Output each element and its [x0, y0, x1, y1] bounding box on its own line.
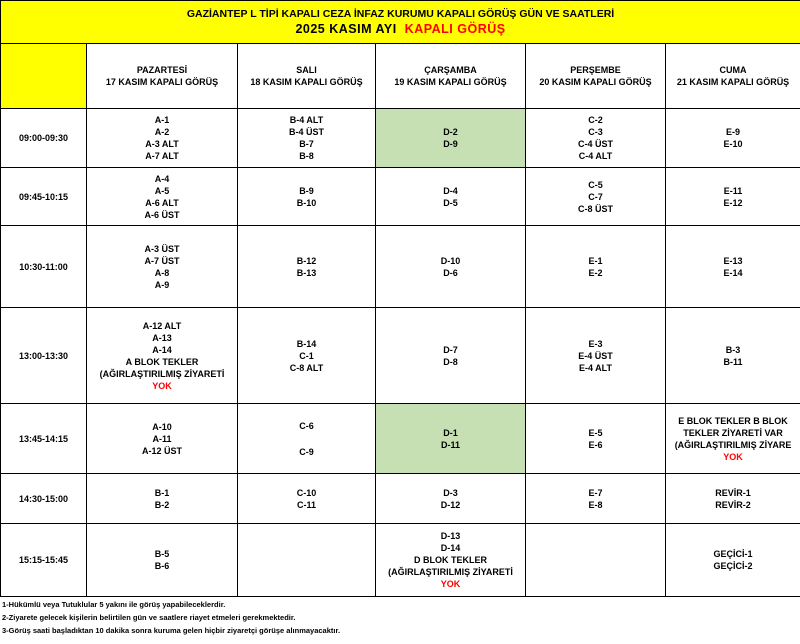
ward-entry: B-12: [296, 255, 317, 266]
ward-entry: C-2: [588, 115, 603, 125]
ward-entry: C-8 ÜST: [577, 203, 613, 214]
day-header-row: [1, 44, 800, 109]
schedule-cell: [238, 308, 376, 404]
ward-entry: A-10: [152, 421, 172, 432]
ward-entry: A-5: [154, 185, 170, 196]
schedule-row: [1, 524, 800, 597]
ward-entry: GEÇİCİ-1: [713, 549, 753, 559]
ward-entry: D-9: [443, 139, 458, 149]
ward-entry: E-9: [726, 127, 741, 137]
ward-entry: D BLOK TEKLER: [414, 555, 487, 565]
ward-entry: A-6 ÜST: [144, 209, 180, 220]
schedule-row: [1, 308, 800, 404]
schedule-cell: [376, 308, 526, 404]
ward-entry: E-13: [723, 255, 743, 266]
corner-cell: [1, 44, 87, 109]
ward-entry: B-7: [299, 139, 314, 149]
schedule-cell: [526, 474, 666, 524]
ward-entry: A-7 ALT: [145, 151, 179, 161]
schedule-cell: [666, 404, 800, 474]
schedule-row: [1, 168, 800, 226]
schedule-cell: [526, 226, 666, 308]
schedule-row: [1, 474, 800, 524]
schedule-row: [1, 404, 800, 474]
ward-entry: C-8 ALT: [289, 362, 324, 373]
ward-entry: C-10: [296, 487, 317, 498]
ward-entry: D-6: [443, 267, 458, 278]
ward-entry: D-3: [443, 487, 458, 498]
ward-entry: A-1: [154, 115, 170, 125]
ward-entry: (AĞIRLAŞTIRILMIŞ ZİYARETİ: [388, 567, 513, 577]
schedule-cell: [238, 474, 376, 524]
ward-entry: D-10: [440, 255, 461, 266]
day-header-1: [238, 44, 376, 109]
ward-entry: E-3: [588, 338, 603, 349]
ward-entry: REVİR-1: [715, 487, 751, 498]
ward-entry: (AĞIRLAŞTIRILMIŞ ZİYARE: [674, 439, 792, 450]
ward-entry: D-1: [443, 427, 458, 438]
ward-entry: D-2: [443, 127, 458, 137]
ward-entry: C-9: [299, 446, 314, 457]
ward-entry: B-13: [296, 267, 317, 278]
ward-entry: B-4 ÜST: [288, 127, 324, 137]
time-slot: 09:45-10:15: [1, 168, 87, 226]
schedule-cell: [238, 524, 376, 597]
ward-entry: D-5: [443, 197, 458, 208]
schedule-cell: [526, 109, 666, 168]
day-subtitle: 18 KASIM KAPALI GÖRÜŞ: [250, 77, 363, 87]
ward-entry: B-4 ALT: [289, 115, 324, 125]
ward-entry: B-2: [154, 499, 170, 510]
ward-entry: A-11: [152, 433, 172, 444]
schedule-cell: [376, 474, 526, 524]
ward-entry: E-8: [588, 499, 603, 510]
schedule-cell: [526, 168, 666, 226]
ward-entry: B-10: [296, 197, 317, 208]
ward-entry: E-4 ALT: [579, 362, 612, 373]
ward-entry: D-14: [440, 543, 461, 553]
schedule-cell: [666, 308, 800, 404]
schedule-cell: [87, 226, 238, 308]
schedule-cell: [666, 474, 800, 524]
ward-entry: D-12: [440, 499, 461, 510]
ward-entry: A-6 ALT: [145, 197, 179, 208]
schedule-cell: [376, 226, 526, 308]
ward-entry: REVİR-2: [715, 499, 751, 510]
time-slot: 13:45-14:15: [1, 404, 87, 474]
ward-entry: A-7 ÜST: [144, 255, 180, 266]
ward-entry: A-12 ÜST: [141, 445, 182, 456]
ward-entry: C-6: [299, 420, 314, 431]
day-subtitle: 21 KASIM KAPALI GÖRÜŞ: [676, 77, 790, 87]
no-visit-label: YOK: [440, 579, 461, 589]
spacer: [238, 432, 375, 446]
time-slot: 14:30-15:00: [1, 474, 87, 524]
schedule-cell: [526, 404, 666, 474]
note-line: 2-Ziyarete gelecek kişilerin belirtilen gün ve saatlere riayet etmeleri gerekmektedir.: [2, 613, 296, 622]
subtitle-highlight: KAPALI GÖRÜŞ: [404, 22, 506, 36]
day-subtitle: 20 KASIM KAPALI GÖRÜŞ: [539, 77, 652, 87]
ward-entry: A-3 ÜST: [144, 243, 180, 254]
ward-entry: B-3: [725, 344, 741, 355]
ward-entry: C-5: [588, 179, 603, 190]
day-header-0: [87, 44, 238, 109]
ward-entry: C-7: [588, 191, 603, 202]
ward-entry: GEÇİCİ-2: [713, 561, 753, 571]
ward-entry: E-6: [588, 439, 603, 450]
schedule-cell: [87, 404, 238, 474]
ward-entry: B-8: [299, 151, 314, 161]
ward-entry: C-1: [299, 350, 314, 361]
ward-entry: D-8: [443, 356, 458, 367]
title-row: [1, 1, 800, 44]
ward-entry: C-4 ÜST: [577, 139, 613, 149]
schedule-cell: [87, 474, 238, 524]
title-cell: [1, 1, 800, 44]
ward-entry: A-12 ALT: [142, 320, 182, 331]
schedule-cell: [666, 226, 800, 308]
ward-entry: A-13: [152, 332, 172, 343]
ward-entry: E-14: [723, 267, 743, 278]
ward-entry: TEKLER ZİYARETİ VAR: [683, 427, 783, 438]
schedule-cell: [87, 524, 238, 597]
ward-entry: B-14: [296, 338, 317, 349]
schedule-cell: [526, 524, 666, 597]
ward-entry: A-8: [154, 267, 170, 278]
ward-entry: E-7: [588, 487, 603, 498]
ward-entry: C-11: [296, 499, 316, 510]
time-slot: 13:00-13:30: [1, 308, 87, 404]
note-line: 3-Görüş saati başladıktan 10 dakika sonra kuruma gelen hiçbir ziyaretçi görüşe alınmayacaktır.: [2, 626, 341, 635]
schedule-cell: [238, 168, 376, 226]
schedule-cell: [666, 168, 800, 226]
day-header-2: [376, 44, 526, 109]
table-title: GAZİANTEP L TİPİ KAPALI CEZA İNFAZ KURUMU KAPALI GÖRÜŞ GÜN VE SAATLERİ: [186, 8, 615, 20]
ward-entry: A-4: [154, 173, 170, 184]
ward-entry: D-13: [440, 531, 461, 541]
ward-entry: A BLOK TEKLER: [125, 356, 199, 367]
subtitle-month: 2025 KASIM AYI: [295, 22, 397, 36]
ward-entry: (AĞIRLAŞTIRILMIŞ ZİYARETİ: [99, 368, 225, 379]
ward-entry: B-9: [299, 185, 314, 196]
ward-entry: B-11: [723, 356, 743, 367]
schedule-cell: [87, 168, 238, 226]
note-line: 1-Hükümlü veya Tutuklular 5 yakını ile görüş yapabileceklerdir.: [2, 600, 226, 609]
schedule-cell: [238, 226, 376, 308]
ward-entry: E-11: [723, 185, 743, 196]
ward-entry: E-10: [723, 139, 743, 149]
schedule-cell: [87, 308, 238, 404]
ward-entry: B-5: [154, 549, 170, 559]
time-slot: 10:30-11:00: [1, 226, 87, 308]
schedule-cell: [376, 109, 526, 168]
schedule-cell: [666, 109, 800, 168]
day-name: CUMA: [719, 65, 747, 75]
ward-entry: D-7: [443, 344, 458, 355]
ward-entry: D-11: [440, 439, 460, 450]
time-slot: 09:00-09:30: [1, 109, 87, 168]
ward-entry: E-5: [588, 427, 603, 438]
schedule-row: [1, 226, 800, 308]
day-name: PERŞEMBE: [570, 65, 621, 75]
ward-entry: B-6: [154, 561, 170, 571]
day-subtitle: 17 KASIM KAPALI GÖRÜŞ: [105, 77, 219, 87]
ward-entry: E-2: [588, 267, 603, 278]
schedule-cell: [376, 524, 526, 597]
day-header-3: [526, 44, 666, 109]
day-header-4: [666, 44, 800, 109]
time-slot: 15:15-15:45: [1, 524, 87, 597]
ward-entry: E-12: [723, 197, 743, 208]
schedule-cell: [376, 168, 526, 226]
ward-entry: B-1: [154, 487, 170, 498]
day-name: ÇARŞAMBA: [424, 65, 477, 75]
schedule-cell: [376, 404, 526, 474]
ward-entry: C-3: [588, 127, 603, 137]
notes: [0, 598, 800, 637]
schedule-cell: [238, 404, 376, 474]
table-subtitle: [1, 21, 800, 37]
schedule-cell: [238, 109, 376, 168]
ward-entry: C-4 ALT: [578, 151, 613, 161]
day-name: PAZARTESİ: [136, 65, 188, 75]
ward-entry: A-9: [154, 279, 170, 290]
schedule-cell: [526, 308, 666, 404]
ward-entry: A-2: [154, 127, 170, 137]
day-name: SALI: [296, 65, 317, 75]
schedule-cell: [666, 524, 800, 597]
no-visit-label: YOK: [152, 380, 172, 391]
ward-entry: E BLOK TEKLER B BLOK: [678, 415, 788, 426]
schedule-cell: [87, 109, 238, 168]
ward-entry: A-14: [152, 344, 172, 355]
ward-entry: A-3 ALT: [145, 139, 179, 149]
ward-entry: D-4: [443, 185, 458, 196]
schedule-row: [1, 109, 800, 168]
ward-entry: E-1: [588, 255, 603, 266]
ward-entry: E-4 ÜST: [578, 350, 613, 361]
no-visit-label: YOK: [723, 451, 743, 462]
day-subtitle: 19 KASIM KAPALI GÖRÜŞ: [394, 77, 507, 87]
